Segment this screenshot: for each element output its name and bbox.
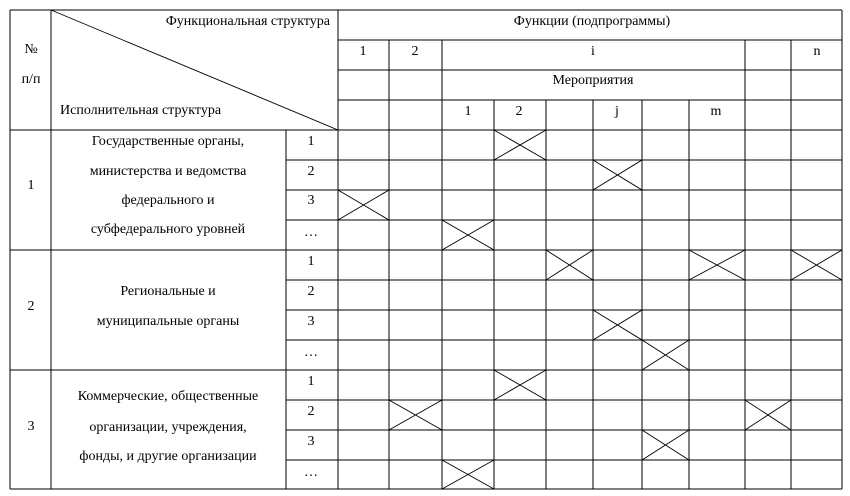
subrow-label: … [304,465,318,480]
subrow-label: 3 [307,314,315,329]
cross-mark [494,130,546,160]
subrow-label: 1 [307,254,315,269]
group-label-line: субфедерального уровней [90,222,246,237]
activity-col-2: 2 [515,104,523,119]
executive-structure-label: Исполнительная структура [60,103,222,118]
cross-mark [494,370,546,400]
header-num-label: № [24,42,38,57]
subrow-label: 3 [307,193,315,208]
group-label-line: федерального и [121,193,215,208]
subrow-label: 2 [307,164,315,179]
cross-mark [745,400,791,430]
cross-mark [642,340,689,370]
group-number: 2 [27,299,35,314]
functional-structure-label: Функциональная структура [165,14,330,29]
activities-title: Мероприятия [552,73,634,88]
cross-mark [442,220,494,250]
group-label-line: Коммерческие, общественные [77,389,259,404]
subrow-label: 1 [307,374,315,389]
group-label-line: Государственные органы, [91,134,245,149]
activity-col-1: 1 [464,104,472,119]
cross-mark [689,250,745,280]
subrow-label: … [304,225,318,240]
group-label-line: министерства и ведомства [89,164,247,179]
cross-mark [389,400,442,430]
table-grid [10,10,842,489]
functions-title: Функции (подпрограммы) [513,14,671,29]
group-number: 1 [27,178,35,193]
cross-mark [593,310,642,340]
cross-mark [593,160,642,190]
function-col-i: i [591,44,595,59]
cross-mark [442,460,494,489]
cross-mark [791,250,842,280]
group-number: 3 [27,419,35,434]
group-label-line: организации, учреждения, [89,420,247,435]
cross-mark [546,250,593,280]
subrow-label: 1 [307,134,315,149]
group-label-line: Региональные и [120,284,216,299]
function-col-1: 1 [359,44,367,59]
function-col-2: 2 [411,44,419,59]
header-pp-label: п/п [21,72,41,87]
subrow-label: 2 [307,284,315,299]
subrow-label: 3 [307,434,315,449]
function-col-n: n [813,44,821,59]
activity-col-m: m [710,104,722,119]
subrow-label: 2 [307,404,315,419]
cross-mark [642,430,689,460]
cross-mark [338,190,389,220]
group-label-line: муниципальные органы [96,314,240,329]
subrow-label: … [304,345,318,360]
activity-col-j: j [615,104,619,119]
group-label-line: фонды, и другие организации [79,449,257,464]
